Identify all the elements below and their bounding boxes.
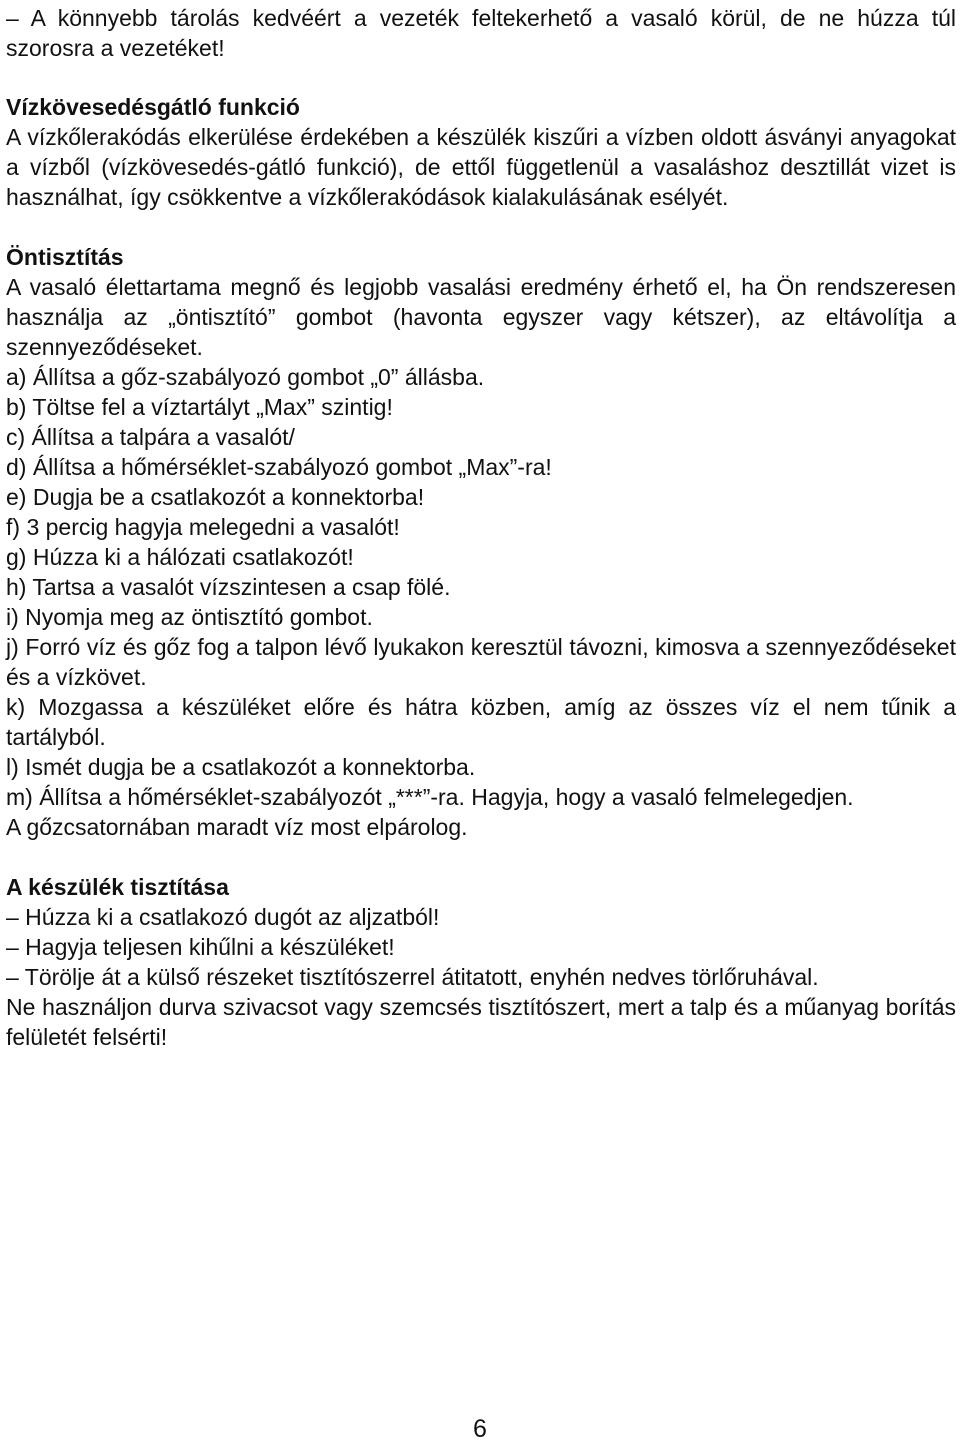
self-clean-step-i: i) Nyomja meg az öntisztító gombot. xyxy=(6,604,373,630)
self-clean-step-e: e) Dugja be a csatlakozót a konnektorba! xyxy=(6,484,425,510)
manual-page xyxy=(6,3,956,1052)
self-clean-step-a: a) Állítsa a gőz-szabályozó gombot „0” állásba. xyxy=(6,364,485,390)
self-clean-step-k: k) Mozgassa a készüléket előre és hátra közben, amíg az összes víz el nem tűnik a tartályból. xyxy=(6,694,956,750)
spacer xyxy=(6,842,956,872)
self-clean-step-c: c) Állítsa a talpára a vasalót/ xyxy=(6,424,295,450)
self-clean-step-g: g) Húzza ki a hálózati csatlakozót! xyxy=(6,544,354,570)
cleaning-warning: Ne használjon durva szivacsot vagy szemcsés tisztítószert, mert a talp és a műanyag borítás felületét felsérti! xyxy=(6,994,956,1050)
self-clean-heading: Öntisztítás xyxy=(6,244,124,270)
page-number: 6 xyxy=(473,1415,487,1443)
cleaning-heading: A készülék tisztítása xyxy=(6,874,229,900)
cleaning-item-cool: – Hagyja teljesen kihűlni a készüléket! xyxy=(6,934,395,960)
self-clean-step-d: d) Állítsa a hőmérséklet-szabályozó gombot „Max”-ra! xyxy=(6,454,552,480)
self-clean-step-j: j) Forró víz és gőz fog a talpon lévő lyukakon keresztül távozni, kimosva a szennyeződéseket és a vízkövet. xyxy=(6,634,956,690)
self-clean-step-h: h) Tartsa a vasalót vízszintesen a csap fölé. xyxy=(6,574,451,600)
cleaning-item-wipe: – Törölje át a külső részeket tisztítószerrel átitatott, enyhén nedves törlőruhával. xyxy=(6,964,819,990)
cleaning-item-unplug: – Húzza ki a csatlakozó dugót az aljzatból! xyxy=(6,904,440,930)
self-clean-intro: A vasaló élettartama megnő és legjobb vasalási eredmény érhető el, ha Ön rendszeresen használja az „öntisztító” gombot (havonta egyszer vagy kétszer), az eltávolítja a szennyeződéseket. xyxy=(6,274,956,360)
self-clean-step-m: m) Állítsa a hőmérséklet-szabályozót „***”-ra. Hagyja, hogy a vasaló felmelegedjen. xyxy=(6,784,854,810)
self-clean-step-l: l) Ismét dugja be a csatlakozót a konnektorba. xyxy=(6,754,476,780)
anti-scale-body: A vízkőlerakódás elkerülése érdekében a készülék kiszűri a vízben oldott ásványi anyagokat a vízből (vízkövesedés-gátló funkció), de ettől függetlenül a vasaláshoz desztillát vizet is használhat, így csökkentve a vízkőlerakódások kialakulásának esélyét. xyxy=(6,124,956,210)
storage-tip: – A könnyebb tárolás kedvéért a vezeték feltekerhető a vasaló körül, de ne húzza túl szorosra a vezetéket! xyxy=(6,5,956,61)
self-clean-step-b: b) Töltse fel a víztartályt „Max” szintig! xyxy=(6,394,393,420)
self-clean-closing: A gőzcsatornában maradt víz most elpárolog. xyxy=(6,814,468,840)
spacer xyxy=(6,63,956,92)
anti-scale-heading: Vízkövesedésgátló funkció xyxy=(6,94,300,120)
spacer xyxy=(6,212,956,242)
self-clean-step-f: f) 3 percig hagyja melegedni a vasalót! xyxy=(6,514,400,540)
